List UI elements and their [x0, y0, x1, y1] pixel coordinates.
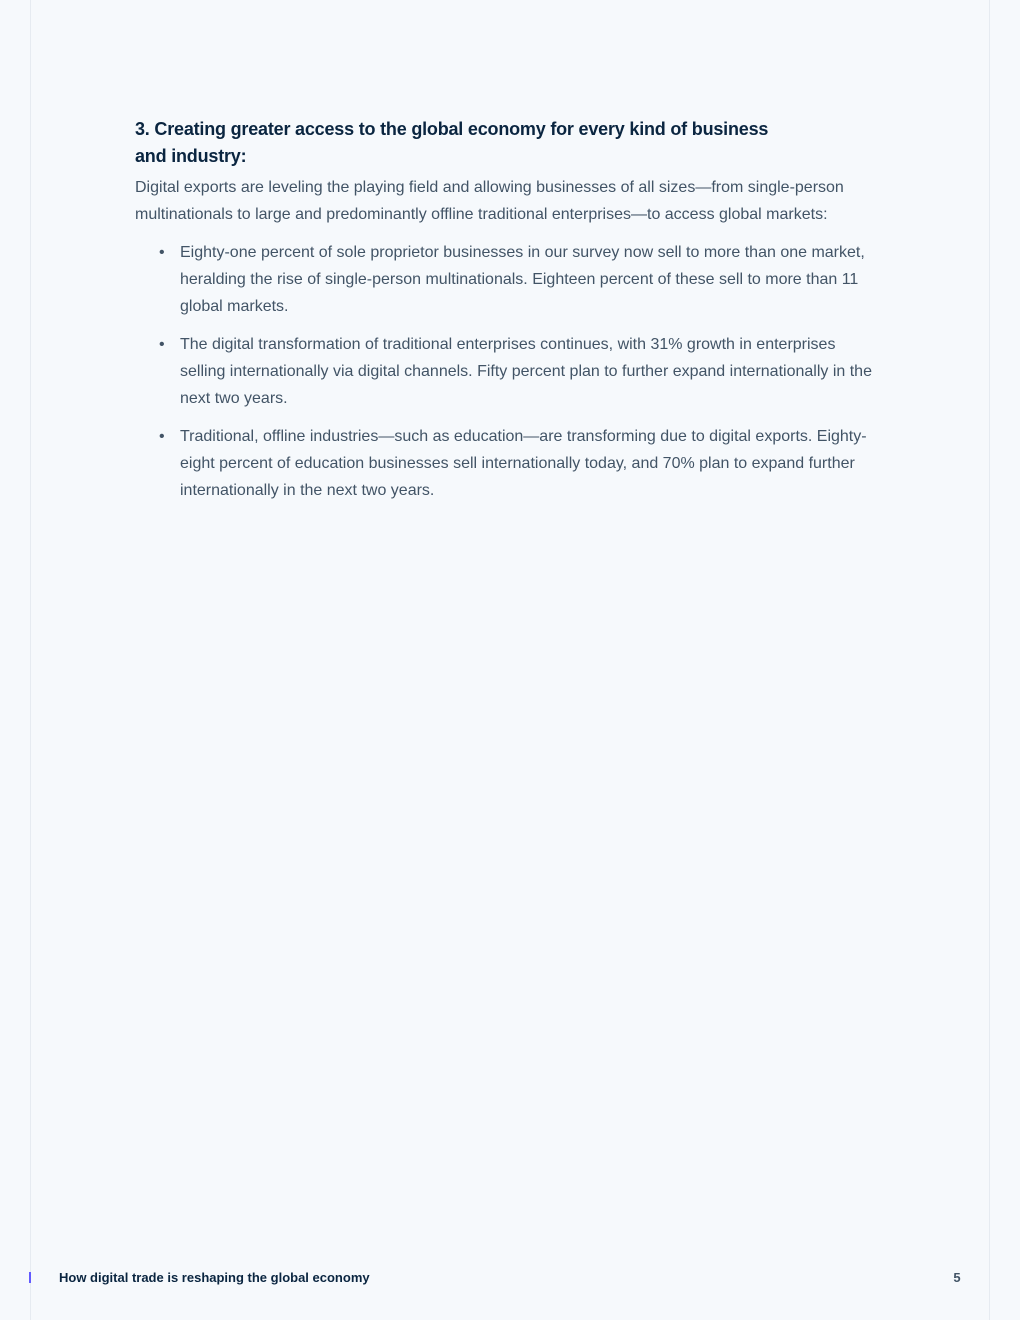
footer-document-title: How digital trade is reshaping the global economy	[59, 1270, 370, 1285]
main-content	[135, 116, 885, 515]
footer-accent-mark	[29, 1272, 31, 1283]
page-number: 5	[953, 1270, 961, 1285]
section-intro: Digital exports are leveling the playing field and allowing businesses of all sizes—from single-person multinationals to large and predominantly offline traditional enterprises—to access global markets:	[135, 179, 844, 223]
list-item	[135, 331, 885, 412]
bullet-icon: •	[159, 244, 165, 261]
list-item	[135, 423, 885, 504]
section-title: 3. Creating greater access to the global economy for every kind of business and industry:	[135, 119, 769, 166]
list-item-text: Traditional, offline industries—such as education—are transforming due to digital exports. Eighty-eight percent of education businesses sell internationally today, and 70% plan to expand further internationally in the next two years.	[180, 428, 867, 499]
list-item	[135, 239, 885, 320]
list-item-text: The digital transformation of traditional enterprises continues, with 31% growth in enterprises selling internationally via digital channels. Fifty percent plan to further expand internationally in the next two years.	[180, 336, 872, 407]
bullet-icon: •	[159, 336, 165, 353]
right-margin-rule	[989, 0, 990, 1320]
bullet-list	[135, 239, 885, 504]
left-margin-rule	[30, 0, 31, 1320]
list-item-text: Eighty-one percent of sole proprietor businesses in our survey now sell to more than one market, heralding the rise of single-person multinationals. Eighteen percent of these sell to more than 11 global markets.	[180, 244, 865, 315]
bullet-icon: •	[159, 428, 165, 445]
